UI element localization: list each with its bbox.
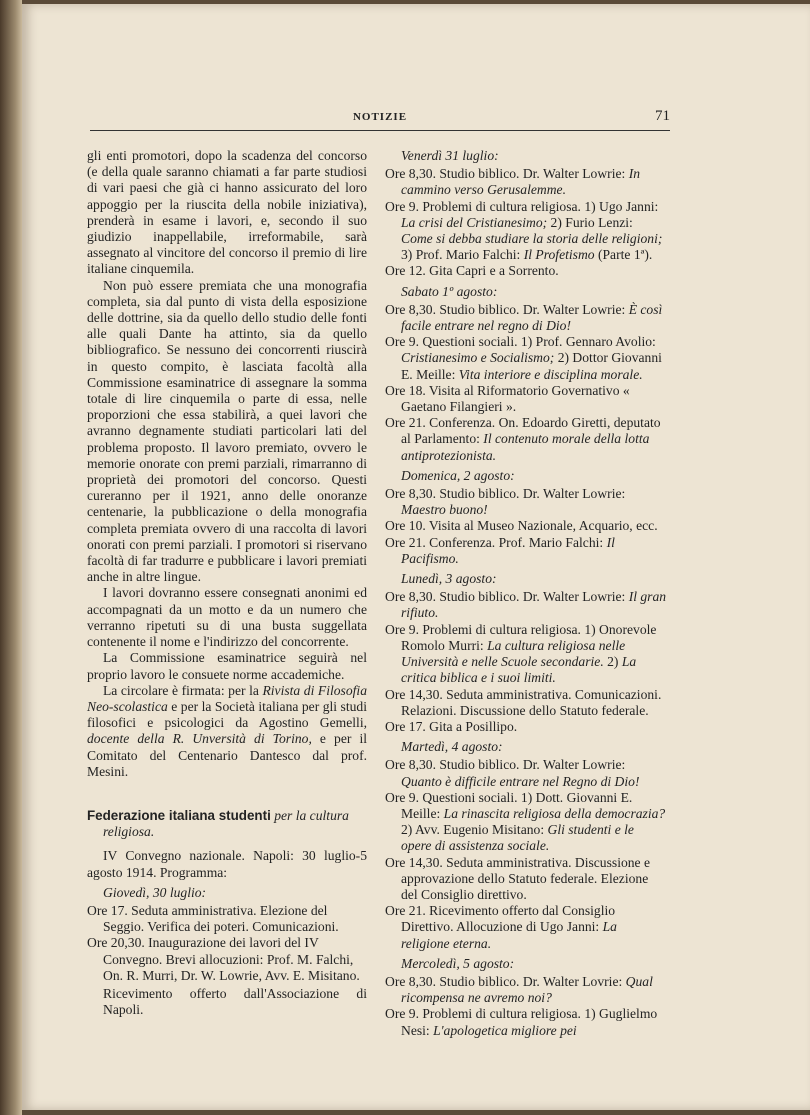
italic-run: In cammino verso Gerusalemme.: [401, 166, 641, 198]
text-run: Ore 8,30. Studio biblico. Dr. Walter Lowrie:: [385, 166, 629, 182]
paragraph: gli enti promotori, dopo la scadenza del concorso (e della quale saranno chiamati a far parte studiosi di vari paesi che già ci hanno assicurato del loro appoggio per la riuscita della nobile iniziativa), prenderà in esame i lavori, e, secondo il suo giudizio inappellabile, irreformabile, sarà assegnato al vincitore del concorso il premio di lire italiane cinquemila.: [87, 148, 367, 277]
schedule-item: Ore 10. Visita al Museo Nazionale, Acquario, ecc.: [385, 518, 658, 534]
text-run: 3) Prof. Mario Falchi:: [401, 247, 524, 263]
schedule-item: Ore 18. Visita al Riformatorio Governativo « Gaetano Filangieri ».: [385, 382, 630, 415]
day-heading: Martedì, 4 agosto:: [401, 739, 503, 755]
left-column: [87, 148, 367, 1018]
italic-run: Il contenuto morale della lotta antiprotezionista.: [401, 431, 650, 463]
day-heading: Mercoledì, 5 agosto:: [401, 955, 515, 971]
text-run: Ore 8,30. Studio biblico. Dr. Walter Lowrie:: [385, 589, 629, 605]
schedule-item: [385, 622, 667, 687]
schedule-item: [385, 790, 667, 855]
day-heading: Giovedì, 30 luglio:: [103, 884, 207, 900]
italic-run: La cultura religiosa nelle Università e nelle Scuole secondarie.: [401, 637, 626, 670]
section-title: Federazione italiana studenti: [87, 807, 271, 823]
italic-run: docente della R. Unversità di Torino,: [87, 731, 312, 747]
italic-run: Come si debba studiare la storia delle religioni;: [401, 231, 663, 247]
text-run: 2): [603, 654, 622, 670]
schedule-item: Ore 17. Seduta amministrativa. Elezione del Seggio. Verifica dei poteri. Comunicazioni.: [87, 902, 339, 935]
italic-run: Qual ricompensa ne avremo noi?: [401, 973, 653, 1006]
italic-run: La crisi del Cristianesimo;: [401, 214, 548, 230]
italic-run: Gli studenti e le opere di assistenza sociale.: [401, 822, 634, 854]
text-run: Ore 8,30. Studio biblico. Dr. Walter Lowrie:: [385, 757, 626, 773]
text-run: Ore 9. Problemi di cultura religiosa. 1) Onorevole Romolo Murri:: [385, 621, 657, 653]
text-run: e per la Società italiana per gli studi filosofici e psicologici da Agostino Gemelli,: [87, 698, 367, 731]
day-heading: Venerdì 31 luglio:: [401, 148, 499, 163]
paragraph: I lavori dovranno essere consegnati anonimi ed accompagnati da un motto e da un numero che verranno ripetuti su di una busta suggellata contenente il nome e l'indirizzo del concorrente.: [87, 585, 367, 650]
schedule-item: [385, 974, 667, 1006]
text-run: e per il Comitato del Centenario Dantesco dal prof. Mesini.: [87, 731, 368, 779]
italic-run: Il Profetismo: [523, 247, 595, 263]
page-number: 71: [655, 108, 670, 124]
paragraph: [87, 683, 367, 780]
section-heading: [87, 808, 367, 840]
schedule-item: [385, 903, 667, 952]
text-run: Ore 8,30. Studio biblico. Dr. Walter Lovrie:: [385, 973, 626, 989]
text-run: 2) Dottor Giovanni E. Meille:: [401, 350, 662, 382]
text-run: Ore 21. Ricevimento offerto dal Consiglio Direttivo. Allocuzione di Ugo Janni:: [385, 903, 616, 935]
header-title: NOTIZIE: [352, 111, 408, 123]
text-run: (Parte 1ª).: [594, 247, 653, 263]
text-run: Ore 9. Questioni sociali. 1) Prof. Gennaro Avolio:: [385, 334, 656, 350]
right-column: [385, 148, 667, 1039]
italic-run: Rivista di Filosofia Neo-scolastica: [87, 682, 367, 714]
text-run: 2) Furio Lenzi:: [547, 214, 633, 230]
program-intro: IV Convegno nazionale. Napoli: 30 luglio-5 agosto 1914. Programma:: [87, 848, 367, 880]
text-run: Ore 21. Conferenza. Prof. Mario Falchi:: [385, 534, 607, 550]
section-subtitle: per la cultura religiosa.: [103, 807, 349, 840]
schedule-item: [385, 166, 667, 198]
day-heading: Domenica, 2 agosto:: [401, 467, 515, 483]
schedule-item: Ore 12. Gita Capri e a Sorrento.: [385, 263, 559, 279]
schedule-item: Ore 17. Gita a Posillipo.: [385, 718, 518, 734]
schedule-item: Ore 14,30. Seduta amministrativa. Comunicazioni. Relazioni. Discussione dello Statuto federale.: [385, 686, 662, 718]
schedule-item: [385, 334, 667, 383]
text-run: Ore 9. Problemi di cultura religiosa. 1) Guglielmo Nesi:: [385, 1006, 658, 1038]
text-run: 2) Avv. Eugenio Misitano:: [401, 822, 548, 838]
schedule-item: Ore 14,30. Seduta amministrativa. Discussione e approvazione dello Statuto federale. Elezione del Consiglio direttivo.: [385, 854, 651, 902]
schedule-item: [385, 589, 667, 621]
italic-run: Vita interiore e disciplina morale.: [458, 366, 643, 382]
schedule-item: Ricevimento offerto dall'Associazione di Napoli.: [103, 985, 367, 1018]
text-run: La circolare è firmata: per la: [103, 682, 263, 698]
italic-run: Il Pacifismo.: [401, 534, 615, 566]
running-header: [90, 108, 670, 131]
text-run: Ore 21. Conferenza. On. Edoardo Giretti, deputato al Parlamento:: [385, 415, 661, 447]
paragraph: Non può essere premiata che una monografia completa, sia dal punto di vista della esposizione delle dottrine, sia da quello dello studio delle fonti alle quali Dante ha attinto, sia da quello bibliografico. Se nessuno dei concorrenti riuscirà in questo compito, è lasciata facoltà alla Commissione esaminatrice di assegnare la somma totale di lire cinquemila o parte di essa, nelle proporzioni che essa stabilirà, a quei lavori che avranno degnamente studiati particolari lati del problema proposto. Il lavoro premiato, ovvero le memorie onorate con premi parziali, rimarranno di proprietà dei promotori del concorso. Questi cureranno per il 1921, anno delle onoranze centenarie, la pubblicazione o della monografia completa premiata ovvero di una raccolta di lavori onorati con premi parziali. I promotori si riservano facoltà di far tradurre e pubblicare i lavori premiati anche in altre lingue.: [87, 277, 367, 585]
italic-run: Quanto è difficile entrare nel Regno di Dio!: [401, 773, 640, 789]
text-run: Ore 9. Questioni sociali. 1) Dott. Giovanni E. Meille:: [385, 789, 633, 821]
paragraph: La Commissione esaminatrice seguirà nel proprio lavoro le consuete norme accademiche.: [87, 650, 367, 682]
schedule-item: [385, 1006, 667, 1038]
schedule-item: [385, 199, 667, 264]
italic-run: Maestro buono!: [401, 502, 488, 518]
day-heading: Sabato 1º agosto:: [401, 283, 498, 299]
italic-run: La religione eterna.: [401, 919, 617, 951]
text-run: Ore 9. Problemi di cultura religiosa. 1) Ugo Janni:: [385, 198, 659, 214]
italic-run: Cristianesimo e Socialismo;: [401, 350, 555, 366]
italic-run: La rinascita religiosa della democrazia?: [443, 805, 666, 821]
schedule-item: [385, 535, 667, 567]
text-run: Ore 8,30. Studio biblico. Dr. Walter Lowrie:: [385, 301, 629, 317]
day-heading: Lunedì, 3 agosto:: [401, 571, 497, 587]
schedule-item: Ore 20,30. Inaugurazione dei lavori del IV Convegno. Brevi allocuzioni: Prof. M. Falchi, On. R. Murri, Dr. W. Lowrie, Avv. E. Misitano.: [87, 935, 360, 983]
schedule-item: [385, 415, 667, 464]
text-run: Ore 8,30. Studio biblico. Dr. Walter Lowrie:: [385, 486, 626, 502]
schedule-item: [385, 486, 667, 518]
schedule-item: [385, 302, 667, 334]
book-spine: [0, 0, 22, 1115]
schedule-item: [385, 757, 667, 789]
italic-run: È così facile entrare nel regno di Dio!: [401, 301, 663, 334]
italic-run: La critica biblica e i suoi limiti.: [401, 654, 637, 686]
italic-run: L'apologetica migliore pei: [433, 1022, 577, 1038]
italic-run: Il gran rifiuto.: [401, 589, 667, 621]
